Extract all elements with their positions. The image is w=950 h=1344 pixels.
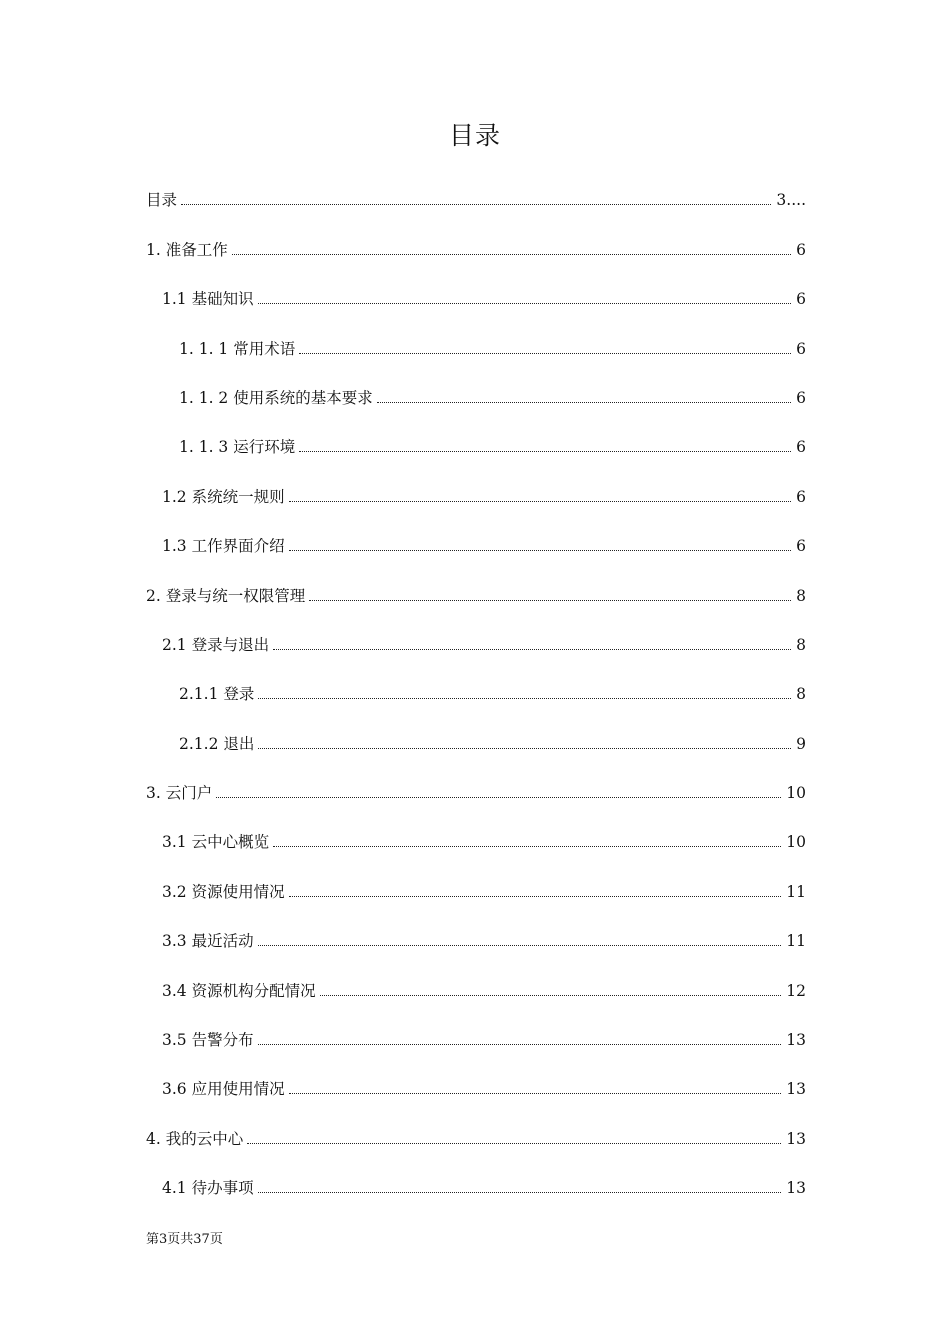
toc-entry[interactable] (162, 285, 806, 309)
toc-entry[interactable] (179, 730, 806, 754)
toc-entry-page: 6 (796, 389, 806, 407)
toc-entry-page: 6 (796, 488, 806, 506)
toc-dot-leader (258, 1191, 782, 1193)
toc-entry-title: 目录 (146, 191, 178, 209)
toc-entry[interactable] (162, 977, 806, 1001)
toc-entry-page: 8 (796, 587, 806, 605)
toc-entry-title: 3.1 云中心概览 (162, 833, 270, 851)
toc-entry[interactable] (179, 680, 806, 704)
page-footer: 第3页共37页 (146, 1232, 223, 1247)
toc-entry[interactable] (162, 631, 806, 655)
toc-entry[interactable] (162, 878, 806, 902)
toc-entry-page: 11 (786, 932, 806, 950)
toc-entry-title: 1. 1. 1 常用术语 (179, 340, 296, 358)
toc-entry-title: 1. 1. 2 使用系统的基本要求 (179, 389, 373, 407)
toc-dot-leader (258, 302, 792, 304)
toc-entry-page: 3.... (776, 191, 806, 209)
toc-dot-leader (273, 845, 781, 847)
toc-entry-page: 12 (786, 982, 806, 1000)
toc-dot-leader (232, 253, 791, 255)
toc-entry-page: 6 (796, 340, 806, 358)
toc-entry-title: 2.1.1 登录 (179, 685, 255, 703)
toc-entry[interactable] (162, 1174, 806, 1198)
toc-dot-leader (299, 450, 791, 452)
toc-entry-title: 1. 1. 3 运行环境 (179, 438, 296, 456)
toc-entry-page: 13 (786, 1031, 806, 1049)
toc-entry-title: 4. 我的云中心 (146, 1130, 244, 1148)
toc-entry-page: 6 (796, 290, 806, 308)
toc-dot-leader (289, 549, 792, 551)
toc-entry-title: 1. 准备工作 (146, 241, 228, 259)
toc-entry[interactable] (179, 433, 806, 457)
toc-entry-page: 13 (786, 1130, 806, 1148)
toc-dot-leader (320, 994, 782, 996)
toc-entry[interactable] (146, 582, 806, 606)
toc-entry-title: 3.3 最近活动 (162, 932, 254, 950)
toc-entry-page: 8 (796, 636, 806, 654)
toc-entry-page: 9 (796, 735, 806, 753)
toc-entry-title: 1.2 系统统一规则 (162, 488, 285, 506)
toc-entry-page: 6 (796, 438, 806, 456)
toc-entry[interactable] (162, 1075, 806, 1099)
toc-entry-title: 2.1 登录与退出 (162, 636, 270, 654)
toc-entry-page: 13 (786, 1179, 806, 1197)
toc-entry[interactable] (179, 384, 806, 408)
toc-entry-page: 10 (786, 784, 806, 802)
toc-entry[interactable] (162, 532, 806, 556)
toc-dot-leader (299, 352, 791, 354)
toc-dot-leader (377, 401, 791, 403)
toc-dot-leader (258, 944, 782, 946)
toc-entry-title: 3.4 资源机构分配情况 (162, 982, 316, 1000)
toc-entry-title: 1.1 基础知识 (162, 290, 254, 308)
toc-entry-page: 8 (796, 685, 806, 703)
toc-dot-leader (289, 500, 792, 502)
toc-entry[interactable] (146, 186, 806, 210)
toc-entry[interactable] (146, 236, 806, 260)
toc-entry-title: 3. 云门户 (146, 784, 213, 802)
toc-entry-page: 13 (786, 1080, 806, 1098)
toc-dot-leader (258, 1043, 782, 1045)
toc-entry[interactable] (162, 1026, 806, 1050)
toc-entry-page: 6 (796, 241, 806, 259)
toc-dot-leader (289, 1092, 782, 1094)
toc-entry-title: 3.6 应用使用情况 (162, 1080, 285, 1098)
toc-dot-leader (216, 796, 781, 798)
toc-dot-leader (181, 203, 771, 205)
toc-entry-page: 6 (796, 537, 806, 555)
toc-dot-leader (273, 648, 791, 650)
toc-entry[interactable] (162, 927, 806, 951)
toc-entry-title: 3.5 告警分布 (162, 1031, 254, 1049)
toc-entry-title: 2.1.2 退出 (179, 735, 255, 753)
toc-entry-title: 2. 登录与统一权限管理 (146, 587, 306, 605)
toc-entry-title: 4.1 待办事项 (162, 1179, 254, 1197)
page-title: 目录 (448, 121, 501, 150)
toc-entry-page: 10 (786, 833, 806, 851)
toc-entry[interactable] (162, 828, 806, 852)
toc-dot-leader (309, 599, 791, 601)
toc-dot-leader (289, 895, 782, 897)
toc-dot-leader (258, 747, 791, 749)
toc-entry-page: 11 (786, 883, 806, 901)
toc-entry[interactable] (179, 335, 806, 359)
toc-entry[interactable] (146, 779, 806, 803)
toc-entry[interactable] (162, 483, 806, 507)
toc-dot-leader (247, 1142, 781, 1144)
toc-entry-title: 1.3 工作界面介绍 (162, 537, 285, 555)
toc-entry-title: 3.2 资源使用情况 (162, 883, 285, 901)
toc-entry[interactable] (146, 1125, 806, 1149)
toc-dot-leader (258, 697, 791, 699)
